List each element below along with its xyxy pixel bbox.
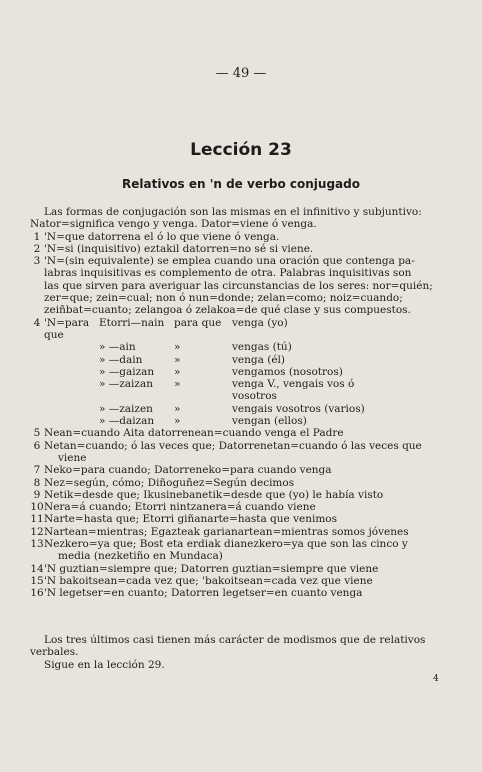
item-number: 12 [30, 525, 44, 538]
item-text: Nera=á cuando; Etorri nintzanera=á cuando viene [44, 501, 316, 514]
cell: venga (él) [232, 353, 285, 366]
cell: » [174, 402, 181, 415]
cell: » [174, 341, 181, 354]
item-number: 2 [33, 242, 41, 255]
conjugation-row [44, 378, 462, 390]
list-item [30, 526, 462, 538]
item-text: Nartean=mientras; Egazteak garianartean=mientras somos jóvenes [44, 525, 409, 538]
item-number [30, 452, 44, 464]
cell: » —zaizen [99, 402, 153, 415]
list-item [30, 501, 462, 513]
intro-text: Las formas de conjugación son las mismas en el infinitivo y subjuntivo: [44, 206, 422, 218]
list-item [30, 513, 462, 525]
item-text: 'N=(sin equivalente) se emplea cuando una oración que contenga pa- [44, 255, 415, 268]
cell [44, 378, 99, 390]
list-item [30, 575, 462, 587]
item-text: Netik=desde que; Ikusinebanetik=desde que (yo) le había visto [44, 488, 384, 501]
cell [44, 341, 99, 353]
printer-mark: 4 [433, 674, 439, 684]
lesson-title: Lección 23 [190, 140, 292, 160]
cell: vengas (tú) [232, 341, 292, 354]
item-number: 15 [30, 574, 44, 587]
list-item [30, 538, 462, 550]
item-number: 13 [30, 538, 44, 551]
conjugation-row [44, 390, 462, 402]
intro-text-2: Nator=significa vengo y venga. Dator=viene ó venga. [30, 218, 317, 231]
footer-line: verbales. [30, 646, 79, 659]
list-item [30, 550, 462, 562]
cell [44, 415, 99, 427]
cell: Etorri—nain [99, 316, 165, 329]
cell: vengan (ellos) [232, 415, 307, 428]
list-item [30, 563, 462, 575]
item-number: 4 [33, 316, 41, 329]
item-number: 6 [33, 439, 41, 452]
conjugation-rows [44, 317, 462, 428]
item-number: 7 [33, 464, 41, 477]
footer-line: Los tres últimos casi tienen más carácter de modismos que de relativos [44, 634, 426, 646]
item-text: 'N=que datorrena el ó lo que viene ó venga. [44, 230, 280, 243]
list-item [30, 440, 462, 452]
cell: » [174, 415, 181, 428]
item-text: Nez=según, cómo; Diñoguñez=Según decimos [44, 476, 295, 489]
conjugation-table [30, 317, 462, 428]
item-text: 'N legetser=en cuanto; Datorren legetser=en cuanto venga [44, 587, 363, 600]
item-continuation: zer=que; zein=cual; non ó nun=donde; zelan=como; noiz=cuando; [44, 292, 403, 305]
item-continuation: las que sirven para averiguar las circunstancias de los seres: nor=quién; [44, 279, 433, 292]
cell: » —dain [99, 353, 143, 366]
item-number: 14 [30, 562, 44, 575]
cell: vengamos (nosotros) [232, 365, 343, 378]
list-item [30, 255, 462, 267]
cell [174, 390, 232, 402]
cell: » —gaizan [99, 365, 155, 378]
list-item [30, 489, 462, 501]
list-item [30, 464, 462, 476]
item-continuation: zeiñbat=cuanto; zelangoa ó zelakoa=de qué clase y sus compuestos. [44, 304, 411, 317]
cell: 'N=para que [44, 316, 90, 341]
cell: venga V., vengais vos ó [232, 378, 355, 391]
cell: » —ain [99, 341, 136, 354]
cell: venga (yo) [232, 316, 288, 329]
lesson-body [30, 206, 462, 600]
list-item [30, 427, 462, 439]
item-text: 'N=si (inquisitivo) eztakil datorren=no sé si viene. [44, 242, 314, 255]
cell: vosotros [232, 390, 277, 403]
item-number: 3 [33, 255, 41, 268]
cell [44, 366, 99, 378]
item-number: 16 [30, 587, 44, 600]
footer-note [30, 634, 462, 671]
item-continuation: labras inquisitivas es complemento de otra. Palabras inquisitivas son [44, 267, 412, 280]
item-number: 9 [33, 488, 41, 501]
list-item [30, 587, 462, 599]
cell [44, 403, 99, 415]
item-text: viene [58, 451, 87, 464]
list-item [30, 243, 462, 255]
conjugation-row [44, 354, 462, 366]
conjugation-row [44, 366, 462, 378]
list-item [30, 452, 462, 464]
item-number: 10 [30, 501, 44, 514]
item-text: Netan=cuando; ó las veces que; Datorrenetan=cuando ó las veces que [44, 439, 422, 452]
conjugation-row [44, 341, 462, 353]
conjugation-row [44, 317, 462, 342]
list-item [30, 477, 462, 489]
item-number: 5 [33, 427, 41, 440]
cell [44, 390, 99, 402]
item-number: 1 [33, 230, 41, 243]
page-number: — 49 — [215, 66, 267, 81]
footer-line: Sigue en la lección 29. [44, 658, 165, 671]
cell [99, 390, 174, 402]
item-text: Nean=cuando Aita datorrenean=cuando venga el Padre [44, 427, 344, 440]
list-item [30, 231, 462, 243]
lesson-subtitle: Relativos en 'n de verbo conjugado [122, 177, 360, 191]
cell: para que [174, 316, 222, 329]
item-number: 8 [33, 476, 41, 489]
item-text: 'N guztian=siempre que; Datorren guztian=siempre que viene [44, 562, 379, 575]
item-text: Narte=hasta que; Etorri giñanarte=hasta que venimos [44, 513, 338, 526]
item-text: media (nezketiño en Mundaca) [58, 550, 223, 563]
item-number [30, 550, 44, 562]
cell: » —zaizan [99, 378, 153, 391]
cell [44, 354, 99, 366]
item-text: Neko=para cuando; Datorreneko=para cuando venga [44, 464, 332, 477]
item-text: Nezkero=ya que; Bost eta erdiak dianezkero=ya que son las cinco y [44, 538, 408, 551]
cell: » [174, 365, 181, 378]
cell: » —daizan [99, 415, 155, 428]
cell: » [174, 378, 181, 391]
cell: » [174, 353, 181, 366]
item-number: 11 [30, 513, 44, 526]
conjugation-row [44, 403, 462, 415]
cell: vengais vosotros (varios) [232, 402, 365, 415]
conjugation-row [44, 415, 462, 427]
item-text: 'N bakoitsean=cada vez que; 'bakoitsean=cada vez que viene [44, 574, 373, 587]
